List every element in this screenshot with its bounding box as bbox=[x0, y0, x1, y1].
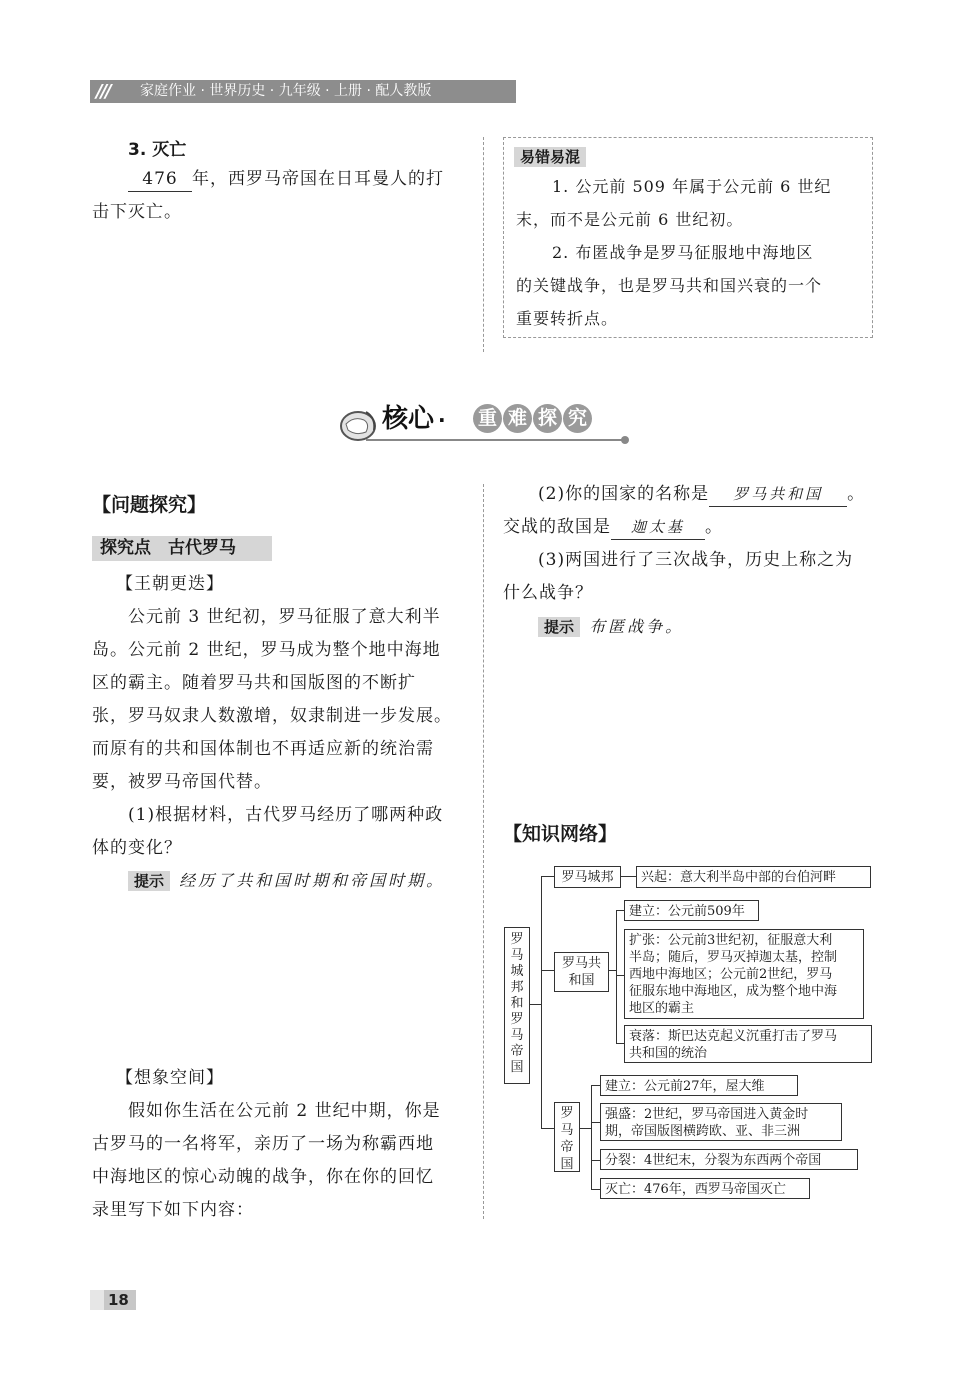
column-divider-top bbox=[483, 137, 484, 352]
sub-heading-dynasty: 【王朝更迭】 bbox=[116, 574, 224, 594]
running-header bbox=[90, 80, 516, 103]
header-slashes: /// bbox=[96, 81, 110, 102]
banner-dot: · bbox=[438, 408, 446, 432]
emp-peak-2: 期，帝国版图横跨欧、亚、非三洲 bbox=[605, 1124, 801, 1139]
fall-text1: 年，西罗马帝国在日耳曼人的打 bbox=[192, 169, 444, 189]
answer-1: 经历了共和国时期和帝国时期。 bbox=[179, 871, 446, 890]
connector bbox=[541, 970, 554, 971]
banner-char-3: 探 bbox=[533, 404, 562, 433]
header-title: 家庭作业 · 世界历史 · 九年级 · 上册 · 配人教版 bbox=[140, 83, 432, 99]
material-line-2: 岛。公元前 2 世纪，罗马成为整个地中海地 bbox=[92, 640, 441, 660]
material-line-3: 区的霸主。随着罗马共和国版图的不断扩 bbox=[92, 673, 416, 693]
material-line-5: 而原有的共和国体制也不再适应新的统治需 bbox=[92, 739, 434, 759]
node-republic-expansion bbox=[624, 929, 864, 1019]
connector bbox=[591, 1122, 600, 1123]
rep-exp-4: 征服东地中海地区，成为整个地中海 bbox=[629, 984, 838, 999]
fall-line1 bbox=[128, 163, 478, 195]
page-number: 18 bbox=[108, 1291, 129, 1309]
connector bbox=[616, 910, 624, 911]
imagine-line-2: 古罗马的一名将军，亲历了一场为称霸西地 bbox=[92, 1134, 434, 1154]
confuse-p1-l1: 1. 公元前 509 年属于公元前 6 世纪 bbox=[552, 177, 832, 196]
node-city-rise: 兴起：意大利半岛中部的台伯河畔 bbox=[636, 866, 871, 888]
question-2-line1 bbox=[538, 478, 865, 510]
connector bbox=[616, 910, 617, 1043]
question-3-line1: (3)两国进行了三次战争，历史上称之为 bbox=[538, 550, 854, 570]
banner-dot-end bbox=[621, 436, 629, 444]
connector bbox=[541, 1128, 554, 1129]
connector bbox=[616, 1043, 624, 1044]
rep-exp-3: 西地中海地区；公元前2世纪，罗马 bbox=[629, 967, 833, 982]
connector bbox=[591, 1189, 600, 1190]
node-city-state: 罗马城邦 bbox=[554, 866, 621, 888]
node-empire-fall: 灭亡：476年，西罗马帝国灭亡 bbox=[600, 1178, 810, 1199]
banner-word: 核心 bbox=[382, 404, 435, 434]
period-1: 。 bbox=[847, 484, 866, 504]
question-1-line2: 体的变化？ bbox=[92, 838, 182, 858]
rep-dec-1: 衰落：斯巴达克起义沉重打击了罗马 bbox=[629, 1029, 838, 1044]
node-empire: 罗马帝国 bbox=[554, 1102, 580, 1172]
question-2-enemy: 交战的敌国是 bbox=[503, 517, 611, 537]
inquiry-heading: 【问题探究】 bbox=[92, 494, 207, 516]
confuse-p1-l2: 末，而不是公元前 6 世纪初。 bbox=[516, 210, 744, 229]
banner-char-4: 究 bbox=[563, 404, 592, 433]
answer-2-country: 罗马共和国 bbox=[709, 482, 847, 507]
imagine-line-1: 假如你生活在公元前 2 世纪中期，你是 bbox=[128, 1101, 441, 1121]
question-1-line1: (1)根据材料，古代罗马经历了哪两种政 bbox=[128, 805, 444, 825]
imagine-line-4: 录里写下如下内容： bbox=[92, 1200, 254, 1220]
easy-confuse-title: 易错易混 bbox=[514, 147, 586, 167]
fall-heading: 3. 灭亡 bbox=[128, 140, 187, 160]
hint-label-2: 提示 bbox=[538, 617, 580, 637]
section-banner bbox=[336, 390, 636, 450]
connector bbox=[591, 1085, 600, 1086]
page-number-bar bbox=[90, 1290, 136, 1310]
emp-peak-1: 强盛：2世纪，罗马帝国进入黄金时 bbox=[605, 1107, 809, 1122]
fall-text2: 击下灭亡。 bbox=[92, 202, 182, 222]
material-line-6: 要，被罗马帝国代替。 bbox=[92, 772, 272, 792]
confuse-p2-l1: 2. 布匿战争是罗马征服地中海地区 bbox=[552, 243, 814, 262]
inquiry-point: 探究点 古代罗马 bbox=[92, 536, 272, 561]
network-heading: 【知识网络】 bbox=[503, 823, 618, 845]
fall-blank: 476 bbox=[128, 167, 192, 192]
node-republic: 罗马共和国 bbox=[554, 952, 609, 992]
question-3-line2: 什么战争？ bbox=[503, 583, 593, 603]
node-empire-peak bbox=[600, 1103, 842, 1141]
node-empire-split: 分裂：4世纪末，分裂为东西两个帝国 bbox=[600, 1149, 858, 1170]
connector bbox=[621, 876, 636, 877]
node-republic-established: 建立：公元前509年 bbox=[624, 900, 759, 921]
connector bbox=[541, 876, 542, 1129]
banner-char-2: 难 bbox=[503, 404, 532, 433]
connector bbox=[616, 975, 624, 976]
confuse-p2-l2: 的关键战争，也是罗马共和国兴衰的一个 bbox=[516, 276, 823, 295]
banner-underline bbox=[366, 439, 626, 441]
node-empire-established: 建立：公元前27年，屋大维 bbox=[600, 1075, 798, 1096]
confuse-p2-l3: 重要转折点。 bbox=[516, 309, 619, 328]
rep-dec-2: 共和国的统治 bbox=[629, 1046, 708, 1061]
imagine-line-3: 中海地区的惊心动魄的战争，你在你的回忆 bbox=[92, 1167, 434, 1187]
globe-icon bbox=[336, 404, 382, 444]
material-line-4: 张，罗马奴隶人数激增，奴隶制进一步发展。 bbox=[92, 706, 452, 726]
rep-exp-2: 半岛；随后，罗马灭掉迦太基，控制 bbox=[629, 950, 838, 965]
hint-label-1: 提示 bbox=[128, 871, 170, 891]
rep-exp-1: 扩张：公元前3世纪初，征服意大利 bbox=[629, 933, 833, 948]
answer-3: 布匿战争。 bbox=[589, 617, 685, 636]
node-root: 罗马城邦和罗马帝国 bbox=[504, 927, 530, 1084]
sub-heading-imagine: 【想象空间】 bbox=[116, 1068, 224, 1088]
period-2: 。 bbox=[705, 517, 723, 537]
column-divider-bottom bbox=[483, 484, 484, 1219]
easy-confuse-box bbox=[503, 137, 873, 338]
connector bbox=[591, 1085, 592, 1189]
connector bbox=[591, 1160, 600, 1161]
banner-char-1: 重 bbox=[473, 404, 502, 433]
question-2-line2 bbox=[503, 511, 723, 543]
answer-2-enemy: 迦太基 bbox=[611, 515, 705, 540]
node-republic-decline bbox=[624, 1025, 872, 1063]
connector bbox=[541, 876, 554, 877]
question-2-country: (2)你的国家的名称是 bbox=[538, 484, 710, 504]
rep-exp-5: 地区的霸主 bbox=[629, 1001, 695, 1016]
material-line-1: 公元前 3 世纪初，罗马征服了意大利半 bbox=[128, 607, 441, 627]
